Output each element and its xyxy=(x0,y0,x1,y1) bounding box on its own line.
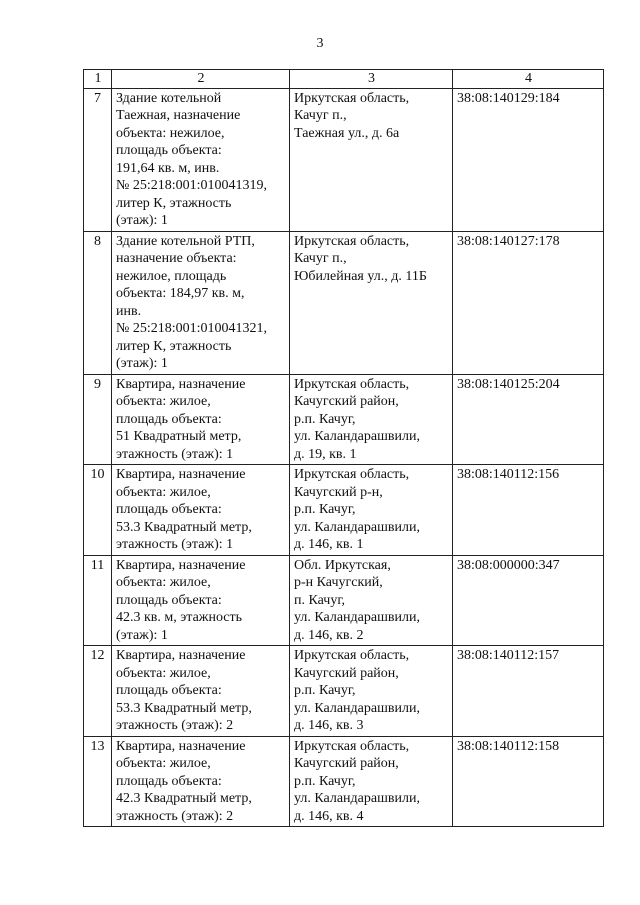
description-line: объекта: жилое, xyxy=(116,575,211,590)
row-number: 12 xyxy=(84,646,112,737)
description-line: этажность (этаж): 1 xyxy=(116,446,234,462)
table-row xyxy=(84,374,604,465)
description-line: площадь объекта: xyxy=(116,683,222,698)
cadastral-number: 38:08:140127:178 xyxy=(453,231,604,374)
description-line: Здание котельной xyxy=(116,90,222,106)
object-address xyxy=(290,374,453,465)
description-line: (этаж): 1 xyxy=(116,213,168,228)
description-line: площадь объекта: xyxy=(116,592,222,608)
address-line: д. 19, кв. 1 xyxy=(294,446,357,462)
object-address xyxy=(290,736,453,827)
description-line: Квартира, назначение xyxy=(116,467,246,482)
address-line: Иркутская область, xyxy=(294,233,410,249)
object-address xyxy=(290,465,453,556)
description-line: площадь объекта: xyxy=(116,502,222,517)
description-line: этажность (этаж): 1 xyxy=(116,537,234,552)
row-number: 8 xyxy=(84,231,112,374)
object-description xyxy=(112,555,290,646)
description-line: площадь объекта: xyxy=(116,411,222,427)
description-line: объекта: жилое, xyxy=(116,484,211,500)
description-line: (этаж): 1 xyxy=(116,356,168,371)
object-description xyxy=(112,736,290,827)
table-body xyxy=(84,88,604,827)
object-description xyxy=(112,646,290,737)
description-line: Квартира, назначение xyxy=(116,557,246,573)
address-line: Качугский район, xyxy=(294,394,399,409)
address-line: р.п. Качуг, xyxy=(294,502,356,517)
description-line: № 25:218:001:010041321, xyxy=(116,321,268,336)
address-line: р-н Качугский, xyxy=(294,575,383,590)
row-number: 9 xyxy=(84,374,112,465)
table-row xyxy=(84,646,604,737)
object-address xyxy=(290,231,453,374)
object-description xyxy=(112,231,290,374)
object-address xyxy=(290,88,453,231)
address-line: Таежная ул., д. 6а xyxy=(294,125,400,141)
object-description xyxy=(112,374,290,465)
page-number: 3 xyxy=(316,36,324,51)
description-line: площадь объекта: xyxy=(116,143,222,158)
object-description xyxy=(112,88,290,231)
description-line: площадь объекта: xyxy=(116,773,222,789)
description-line: Таежная, назначение xyxy=(116,108,241,123)
column-header-4: 4 xyxy=(453,70,604,89)
description-line: 53.3 Квадратный метр, xyxy=(116,519,252,535)
object-address xyxy=(290,646,453,737)
object-address xyxy=(290,555,453,646)
table-row xyxy=(84,465,604,556)
description-line: 42.3 кв. м, этажность xyxy=(116,610,243,625)
description-line: Квартира, назначение xyxy=(116,376,246,392)
description-line: этажность (этаж): 2 xyxy=(116,808,234,824)
address-line: Иркутская область, xyxy=(294,467,410,482)
address-line: Иркутская область, xyxy=(294,376,410,392)
description-line: нежилое, площадь xyxy=(116,268,227,284)
address-line: Иркутская область, xyxy=(294,648,410,663)
description-line: 53.3 Квадратный метр, xyxy=(116,700,252,716)
row-number: 11 xyxy=(84,555,112,646)
description-line: 42.3 Квадратный метр, xyxy=(116,791,252,806)
column-header-3: 3 xyxy=(290,70,453,89)
address-line: ул. Каландарашвили, xyxy=(294,610,420,625)
description-line: литер К, этажность xyxy=(116,195,232,211)
cadastral-number: 38:08:140112:158 xyxy=(453,736,604,827)
address-line: р.п. Качуг, xyxy=(294,683,356,698)
description-line: Квартира, назначение xyxy=(116,738,246,754)
address-line: Качуг п., xyxy=(294,251,347,266)
address-line: д. 146, кв. 3 xyxy=(294,718,364,733)
address-line: д. 146, кв. 1 xyxy=(294,537,364,552)
table-row xyxy=(84,231,604,374)
table-row xyxy=(84,555,604,646)
description-line: объекта: нежилое, xyxy=(116,125,225,141)
description-line: Здание котельной РТП, xyxy=(116,233,255,249)
description-line: Квартира, назначение xyxy=(116,648,246,663)
address-line: ул. Каландарашвили, xyxy=(294,791,420,806)
property-table xyxy=(83,69,604,827)
column-header-1: 1 xyxy=(84,70,112,89)
description-line: литер К, этажность xyxy=(116,338,232,354)
description-line: инв. xyxy=(116,303,142,319)
address-line: Обл. Иркутская, xyxy=(294,557,391,573)
address-line: р.п. Качуг, xyxy=(294,773,356,789)
row-number: 10 xyxy=(84,465,112,556)
address-line: д. 146, кв. 2 xyxy=(294,627,364,643)
cadastral-number: 38:08:140125:204 xyxy=(453,374,604,465)
description-line: (этаж): 1 xyxy=(116,627,168,643)
description-line: объекта: жилое, xyxy=(116,756,211,771)
address-line: ул. Каландарашвили, xyxy=(294,519,420,535)
address-line: р.п. Качуг, xyxy=(294,411,356,427)
address-line: Качуг п., xyxy=(294,108,347,123)
address-line: ул. Каландарашвили, xyxy=(294,429,420,444)
address-line: Юбилейная ул., д. 11Б xyxy=(294,268,427,284)
description-line: объекта: жилое, xyxy=(116,665,211,681)
cadastral-number: 38:08:140129:184 xyxy=(453,88,604,231)
cadastral-number: 38:08:140112:157 xyxy=(453,646,604,737)
row-number: 7 xyxy=(84,88,112,231)
table-row xyxy=(84,736,604,827)
description-line: № 25:218:001:010041319, xyxy=(116,178,268,193)
description-line: назначение объекта: xyxy=(116,251,237,266)
description-line: объекта: 184,97 кв. м, xyxy=(116,286,245,301)
cadastral-number: 38:08:000000:347 xyxy=(453,555,604,646)
description-line: 51 Квадратный метр, xyxy=(116,429,242,444)
table-row xyxy=(84,88,604,231)
address-line: ул. Каландарашвили, xyxy=(294,700,420,716)
row-number: 13 xyxy=(84,736,112,827)
address-line: Качугский район, xyxy=(294,665,399,681)
address-line: Качугский район, xyxy=(294,756,399,771)
cadastral-number: 38:08:140112:156 xyxy=(453,465,604,556)
description-line: объекта: жилое, xyxy=(116,394,211,409)
header-row xyxy=(84,70,604,89)
address-line: д. 146, кв. 4 xyxy=(294,808,364,824)
address-line: Качугский р-н, xyxy=(294,484,383,500)
address-line: Иркутская область, xyxy=(294,738,410,754)
object-description xyxy=(112,465,290,556)
description-line: 191,64 кв. м, инв. xyxy=(116,160,220,176)
description-line: этажность (этаж): 2 xyxy=(116,718,234,733)
address-line: Иркутская область, xyxy=(294,90,410,106)
address-line: п. Качуг, xyxy=(294,592,346,608)
column-header-2: 2 xyxy=(112,70,290,89)
